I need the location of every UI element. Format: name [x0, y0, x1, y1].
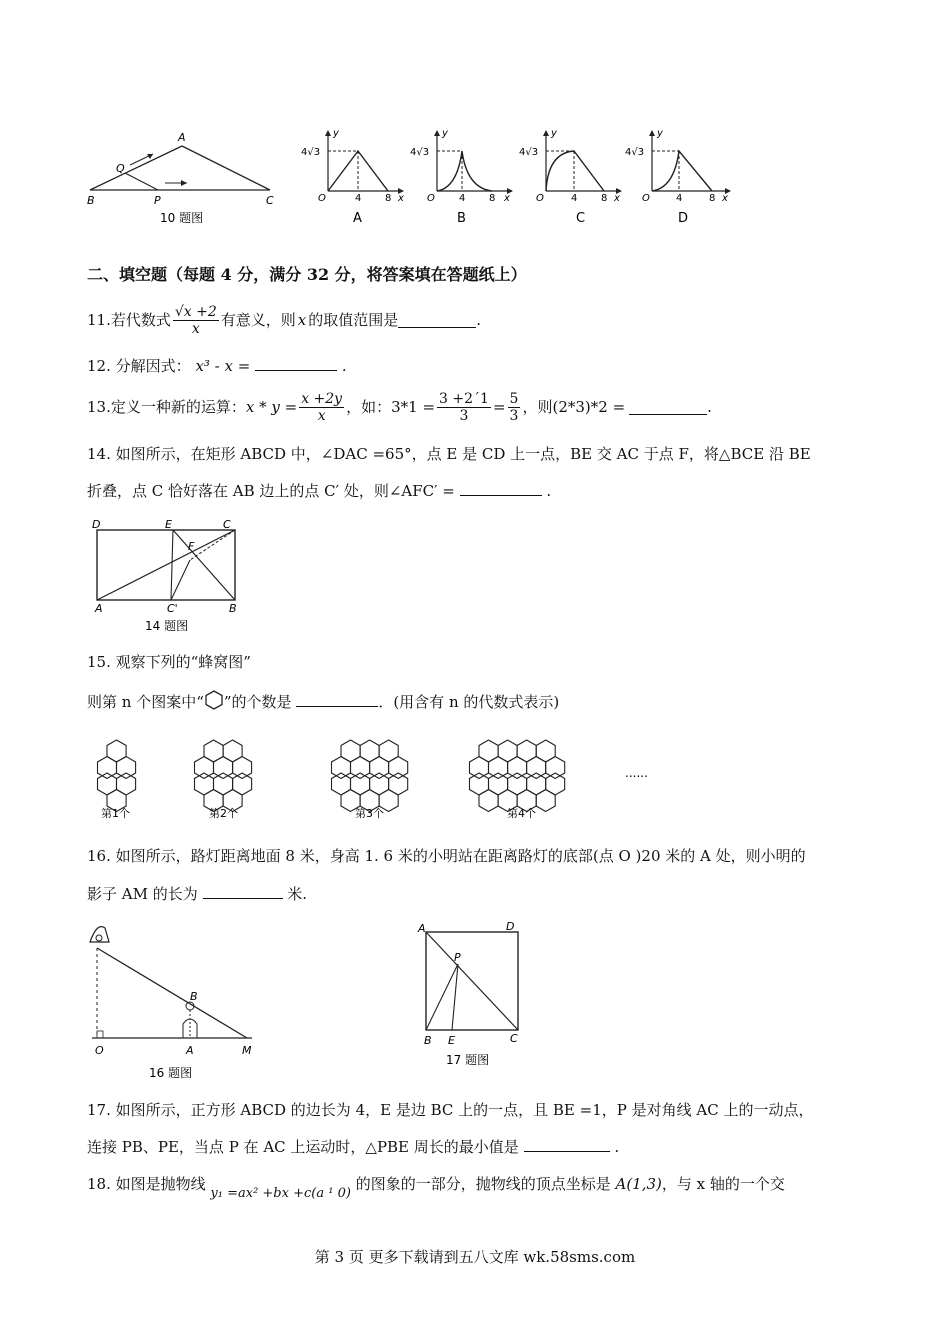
graph-d-ytick: 4√3 — [625, 147, 645, 158]
fig16-label-a: A — [186, 1044, 194, 1057]
fig10-label-p: P — [154, 194, 161, 207]
honeycomb-cell — [351, 757, 370, 779]
graph-d-y-label: y — [657, 128, 663, 139]
graph-a-y-label: y — [333, 128, 339, 139]
honeycomb-4 — [470, 740, 565, 812]
honeycomb-cell — [195, 757, 214, 779]
figure-14-rectangle — [87, 516, 252, 638]
q13-fraction-2 — [437, 391, 491, 424]
q12-pre: 分解因式： — [115, 357, 191, 375]
fig14-label-cprime: C' — [167, 602, 178, 615]
honeycomb-cell — [233, 757, 252, 779]
fig10-label-c: C — [266, 194, 274, 207]
honeycomb-cell — [479, 790, 498, 812]
q11-mid: 有意义，则 — [220, 311, 296, 329]
graph-c-x-label: x — [614, 193, 620, 204]
q14-end: . — [546, 482, 552, 500]
q18-expr: y₁ =ax² +bx +c(a ¹ 0) — [210, 1186, 351, 1201]
fig17-label-e: E — [448, 1034, 455, 1047]
q11-frac-den: x — [191, 320, 200, 337]
honeycomb-cell — [508, 757, 527, 779]
q11-post: 的取值范围是 — [308, 311, 399, 329]
q13-mid: ，如： — [346, 398, 392, 416]
fig14-caption: 14 题图 — [145, 619, 189, 633]
q13-eq: = — [492, 398, 506, 416]
honeycomb-cell — [370, 757, 389, 779]
q13-fraction-3 — [508, 391, 521, 424]
fig16-caption: 16 题图 — [149, 1066, 193, 1080]
graph-b-y-label: y — [442, 128, 448, 139]
figure-10-graph-c — [516, 126, 626, 228]
question-14-line-2 — [87, 481, 551, 501]
fig10-label-a: A — [178, 131, 186, 144]
fig17-label-a: A — [418, 922, 426, 935]
q13-expr2: 3*1 = — [391, 398, 436, 416]
graph-b-x-label: x — [504, 193, 510, 204]
q15-line2-end: ．(用含有 n 的代数式表示) — [378, 693, 560, 711]
figure-10-triangle — [85, 128, 285, 228]
honeycomb-1 — [98, 740, 136, 812]
question-14-line-1: 14. 如图所示，在矩形 ABCD 中，∠DAC =65°，点 E 是 CD 上一点，BE 交 AC 于点 F，将△BCE 沿 BE — [87, 445, 811, 463]
honeycomb-label-1: 第1个 — [101, 807, 130, 820]
q15-line2-pre: 则第 n 个图案中“ — [87, 693, 204, 711]
honeycomb-cell — [117, 757, 136, 779]
q13-frac1-num: x +2y — [301, 390, 343, 407]
honeycomb-ellipsis: ...... — [625, 766, 648, 780]
question-17-line-2 — [87, 1137, 619, 1157]
graph-b-xtick8: 8 — [489, 193, 496, 204]
fig14-label-b: B — [229, 602, 237, 615]
q18-end: ，与 x 轴的一个交 — [661, 1175, 785, 1193]
figure-17-square — [412, 918, 532, 1078]
graph-c-ytick: 4√3 — [519, 147, 539, 158]
question-17-line-1: 17. 如图所示，正方形 ABCD 的边长为 4，E 是边 BC 上的一点，且 BE =1，P 是对角线 AC 上的一动点， — [87, 1101, 814, 1119]
q18-mid: 的图象的一部分，抛物线的顶点坐标是 — [355, 1175, 611, 1193]
q13-frac1-den: x — [317, 407, 326, 424]
graph-b-xtick4: 4 — [459, 193, 466, 204]
graph-c-xtick8: 8 — [601, 193, 608, 204]
q13-frac3-num: 5 — [509, 390, 519, 407]
q15-answer-blank[interactable] — [296, 692, 378, 707]
q14-line2-text: 折叠，点 C 恰好落在 AB 边上的点 C′ 处，则∠AFC′ = — [87, 482, 455, 500]
honeycomb-3 — [332, 740, 408, 812]
question-16-line-1: 16. 如图所示，路灯距离地面 8 米，身高 1. 6 米的小明站在距离路灯的底部(点 O )20 米的 A 处，则小明的 — [87, 847, 806, 865]
fig17-label-p: P — [454, 951, 461, 964]
fig14-label-a: A — [95, 602, 103, 615]
graph-a-option: A — [353, 211, 362, 226]
q17-end: . — [614, 1138, 620, 1156]
q13-pre: 定义一种新的运算： — [110, 398, 246, 416]
q13-fraction-1 — [299, 391, 344, 424]
q13-end: . — [707, 398, 712, 416]
figure-10-graph-b — [407, 126, 517, 228]
q11-fraction — [173, 304, 219, 337]
q16-line2-pre: 影子 AM 的长为 — [87, 885, 198, 903]
figure-10-graph-a — [298, 126, 408, 228]
figure-15-honeycombs — [87, 735, 667, 825]
question-18-line-1 — [87, 1174, 785, 1201]
question-16-line-2 — [87, 884, 307, 904]
q13-answer-blank[interactable] — [629, 400, 707, 415]
q13-frac2-den: 3 — [459, 407, 469, 424]
fig10-label-q: Q — [116, 162, 125, 175]
question-15-line-2 — [87, 690, 559, 712]
graph-c-xtick4: 4 — [571, 193, 578, 204]
figure-10-graph-d — [622, 126, 737, 228]
fig17-label-c: C — [510, 1032, 518, 1045]
fig10-label-b: B — [87, 194, 95, 207]
fig17-label-b: B — [424, 1034, 432, 1047]
fig14-label-e: E — [165, 518, 172, 531]
graph-a-ytick: 4√3 — [301, 147, 321, 158]
q16-line2-end: 米. — [287, 885, 308, 903]
graph-d-x-label: x — [722, 193, 728, 204]
question-12 — [87, 356, 347, 376]
q13-expr1: x * y = — [245, 398, 298, 416]
graph-a-x-label: x — [398, 193, 404, 204]
figure-16-streetlight — [87, 920, 267, 1085]
q15-line2-mid: ”的个数是 — [223, 693, 292, 711]
honeycomb-cell — [527, 757, 546, 779]
q11-answer-blank[interactable] — [398, 313, 476, 328]
graph-d-option: D — [678, 211, 689, 226]
graph-b-origin: O — [427, 193, 435, 204]
fig16-label-m: M — [242, 1044, 252, 1057]
question-15-line-1: 15. 观察下列的“蜂窝图” — [87, 653, 251, 671]
fig16-label-b: B — [190, 990, 198, 1003]
q18-pre: 18. 如图是抛物线 — [87, 1175, 206, 1193]
q12-answer-blank[interactable] — [255, 356, 337, 371]
honeycomb-2 — [195, 740, 252, 812]
graph-d-xtick8: 8 — [709, 193, 716, 204]
q16-answer-blank[interactable] — [203, 884, 283, 899]
q18-vertex: A(1,3) — [615, 1175, 662, 1193]
graph-a-origin: O — [318, 193, 326, 204]
q13-then: ，则 — [522, 398, 553, 416]
fig17-label-d: D — [506, 920, 515, 933]
q13-number: 13. — [87, 398, 111, 416]
q12-expr: x³ - x = — [195, 357, 251, 375]
honeycomb-cell — [389, 757, 408, 779]
q11-frac-num: √x +2 — [174, 303, 217, 320]
q11-end: . — [476, 311, 482, 329]
question-13 — [87, 386, 712, 428]
q13-frac2-num: 3 +2´1 — [439, 390, 489, 407]
hexagon-icon — [204, 690, 224, 710]
section-2-heading: 二、填空题（每题 4 分，满分 32 分，将答案填在答题纸上） — [87, 265, 527, 284]
graph-c-origin: O — [536, 193, 544, 204]
graph-a-xtick4: 4 — [355, 193, 362, 204]
fig14-label-d: D — [92, 518, 101, 531]
fig14-label-c: C — [223, 518, 231, 531]
q13-expr3: (2*3)*2 = — [552, 398, 626, 416]
fig17-caption: 17 题图 — [446, 1053, 490, 1067]
graph-c-y-label: y — [551, 128, 557, 139]
q11-pre: 若代数式 — [110, 311, 171, 329]
graph-d-origin: O — [642, 193, 650, 204]
q12-number: 12. — [87, 357, 111, 375]
q13-frac3-den: 3 — [509, 407, 519, 424]
q11-number: 11. — [87, 311, 111, 329]
q11-var: x — [297, 311, 307, 329]
honeycomb-cell — [546, 757, 565, 779]
graph-b-option: B — [457, 211, 466, 226]
honeycomb-cell — [98, 757, 117, 779]
honeycomb-cell — [214, 757, 233, 779]
fig14-label-f: F — [188, 540, 195, 553]
honeycomb-cell — [332, 757, 351, 779]
honeycomb-cell — [536, 790, 555, 812]
page-footer: 第 3 页 更多下载请到五八文库 wk.58sms.com — [314, 1248, 636, 1266]
honeycomb-label-2: 第2个 — [209, 807, 238, 820]
graph-d-xtick4: 4 — [676, 193, 683, 204]
fig16-label-o: O — [95, 1044, 104, 1057]
honeycomb-label-4: 第4个 — [507, 807, 536, 820]
q17-line2-text: 连接 PB、PE，当点 P 在 AC 上运动时，△PBE 周长的最小值是 — [87, 1138, 519, 1156]
graph-c-option: C — [576, 211, 586, 226]
question-11 — [87, 300, 481, 340]
q12-end: . — [341, 357, 347, 375]
honeycomb-label-3: 第3个 — [355, 807, 384, 820]
graph-b-ytick: 4√3 — [410, 147, 430, 158]
q17-answer-blank[interactable] — [524, 1137, 610, 1152]
q14-answer-blank[interactable] — [460, 481, 542, 496]
graph-a-xtick8: 8 — [385, 193, 392, 204]
fig10-caption: 10 题图 — [160, 211, 204, 225]
honeycomb-cell — [470, 757, 489, 779]
honeycomb-cell — [489, 757, 508, 779]
